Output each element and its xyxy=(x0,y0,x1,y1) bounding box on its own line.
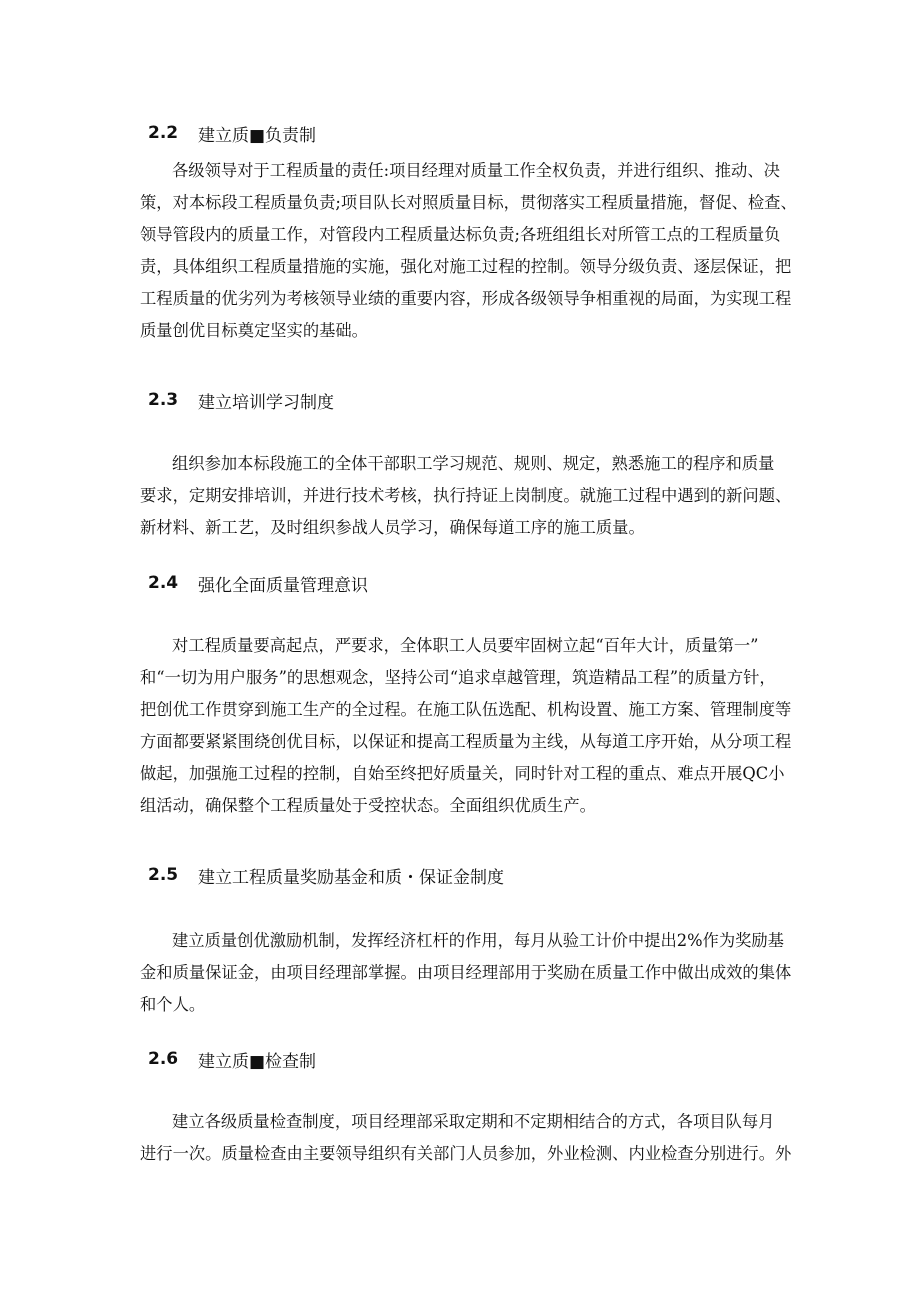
paragraph-line: 金和质量保证金，由项目经理部掌握。由项目经理部用于奖励在质量工作中做出成效的集体 xyxy=(140,963,792,982)
section-heading-2-4 xyxy=(148,569,368,597)
section-heading-2-5 xyxy=(148,861,504,889)
section-paragraph-2-6 xyxy=(140,1106,820,1170)
section-heading-2-2 xyxy=(148,119,316,147)
paragraph-line: 工程质量的优劣列为考核领导业绩的重要内容，形成各级领导争相重视的局面，为实现工程 xyxy=(140,289,792,308)
section-paragraph-2-2 xyxy=(140,155,820,347)
paragraph-line: 责，具体组织工程质量措施的实施，强化对施工过程的控制。领导分级负责、逐层保证，把 xyxy=(140,257,792,276)
paragraph-line: 各级领导对于工程质量的责任:项目经理对质量工作全权负责，并进行组织、推动、决 xyxy=(172,161,780,180)
paragraph-line: 组活动，确保整个工程质量处于受控状态。全面组织优质生产。 xyxy=(140,796,596,815)
paragraph-line: 策，对本标段工程质量负责;项目队长对照质量目标，贯彻落实工程质量措施，督促、检查、 xyxy=(140,193,797,212)
paragraph-line: 建立各级质量检查制度，项目经理部采取定期和不定期相结合的方式，各项目队每月 xyxy=(172,1112,775,1131)
section-paragraph-2-4 xyxy=(140,630,820,822)
paragraph-line: 方面都要紧紧围绕创优目标，以保证和提高工程质量为主线，从每道工序开始，从分项工程 xyxy=(140,732,792,751)
paragraph-line: 进行一次。质量检查由主要领导组织有关部门人员参加，外业检测、内业检查分别进行。外 xyxy=(140,1144,792,1163)
paragraph-line: 质量创优目标奠定坚实的基础。 xyxy=(140,321,368,340)
paragraph-line: 组织参加本标段施工的全体干部职工学习规范、规则、规定，熟悉施工的程序和质量 xyxy=(172,454,775,473)
section-number: 2.2 xyxy=(148,123,179,143)
section-title: 建立质■负责制 xyxy=(198,125,317,146)
paragraph-line: 新材料、新工艺，及时组织参战人员学习，确保每道工序的施工质量。 xyxy=(140,518,645,537)
section-number: 2.4 xyxy=(148,573,179,593)
section-title: 建立培训学习制度 xyxy=(198,392,334,413)
paragraph-line: 建立质量创优激励机制，发挥经济杠杆的作用，每月从验工计价中提出2%作为奖励基 xyxy=(172,931,784,950)
paragraph-line: 对工程质量要高起点，严要求，全体职工人员要牢固树立起“百年大计，质量第一” xyxy=(172,636,759,655)
section-number: 2.6 xyxy=(148,1049,179,1069)
paragraph-line: 领导管段内的质量工作，对管段内工程质量达标负责;各班组组长对所管工点的工程质量负 xyxy=(140,225,781,244)
section-title: 建立工程质量奖励基金和质・保证金制度 xyxy=(198,867,504,888)
paragraph-line: 要求，定期安排培训，并进行技术考核，执行持证上岗制度。就施工过程中遇到的新问题、 xyxy=(140,486,792,505)
section-title: 建立质■检查制 xyxy=(198,1051,317,1072)
section-number: 2.5 xyxy=(148,865,179,885)
section-paragraph-2-3 xyxy=(140,448,820,544)
paragraph-line: 和“一切为用户服务”的思想观念，坚持公司“追求卓越管理，筑造精品工程”的质量方针， xyxy=(140,668,776,687)
section-heading-2-6 xyxy=(148,1045,316,1073)
paragraph-line: 做起，加强施工过程的控制，自始至终把好质量关，同时针对工程的重点、难点开展QC小 xyxy=(140,764,785,783)
section-paragraph-2-5 xyxy=(140,925,820,1021)
section-title: 强化全面质量管理意识 xyxy=(198,575,368,596)
paragraph-line: 和个人。 xyxy=(140,995,206,1014)
paragraph-line: 把创优工作贯穿到施工生产的全过程。在施工队伍选配、机构设置、施工方案、管理制度等 xyxy=(140,700,792,719)
section-number: 2.3 xyxy=(148,390,179,410)
section-heading-2-3 xyxy=(148,386,334,414)
